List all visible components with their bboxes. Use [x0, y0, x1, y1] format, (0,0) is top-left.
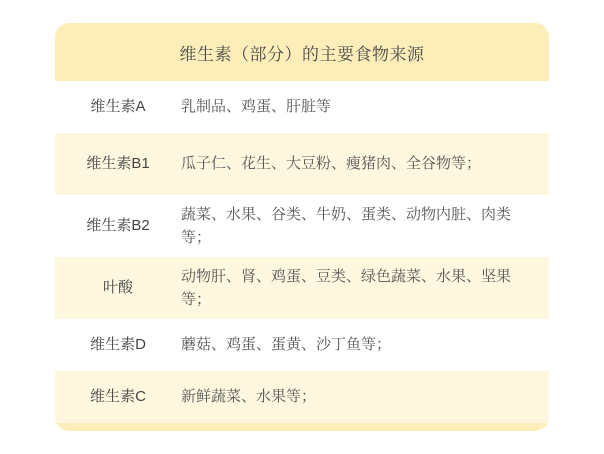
table-row — [55, 319, 549, 371]
page-title: 维生素（部分）的主要食物来源 — [179, 44, 425, 64]
row-label: 维生素C — [90, 387, 146, 405]
table-row — [55, 81, 549, 133]
row-value: 动物肝、肾、鸡蛋、豆类、绿色蔬菜、水果、坚果等； — [181, 267, 512, 308]
row-value: 蔬菜、水果、谷类、牛奶、蛋类、动物内脏、肉类等； — [181, 205, 512, 246]
table-row — [55, 257, 549, 319]
row-label: 维生素B1 — [86, 154, 150, 172]
row-label: 维生素B2 — [86, 216, 150, 234]
table-row — [55, 195, 549, 257]
table-row — [55, 133, 549, 195]
row-label: 维生素D — [90, 335, 146, 353]
row-label: 维生素A — [90, 97, 146, 115]
row-value: 蘑菇、鸡蛋、蛋黄、沙丁鱼等； — [181, 336, 392, 354]
vitamin-food-source-card — [55, 23, 549, 431]
vitamin-table — [55, 81, 549, 423]
table-row — [55, 371, 549, 423]
row-value: 乳制品、鸡蛋、肝脏等 — [181, 98, 332, 116]
row-value: 瓜子仁、花生、大豆粉、瘦猪肉、全谷物等； — [181, 155, 482, 173]
row-value: 新鲜蔬菜、水果等； — [181, 388, 317, 406]
row-label: 叶酸 — [102, 278, 133, 296]
